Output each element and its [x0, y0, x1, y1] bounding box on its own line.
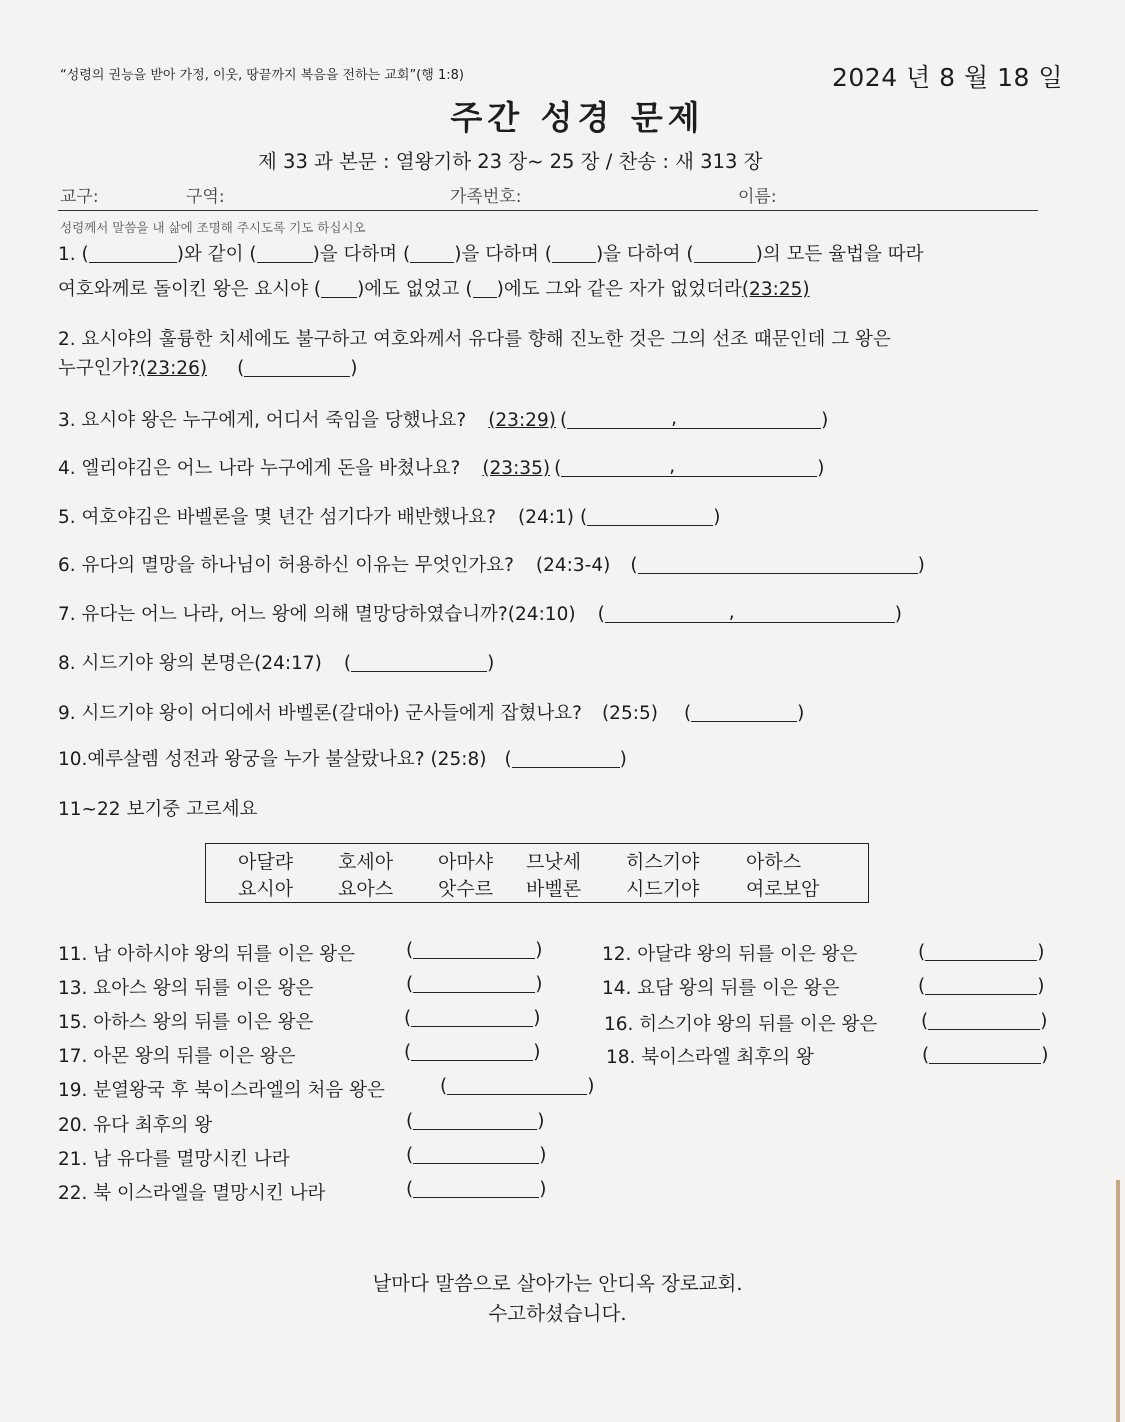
q11-answer-blank[interactable] [413, 940, 535, 959]
member-info-row [58, 182, 1038, 211]
q14-answer-blank[interactable] [925, 976, 1037, 995]
q12-answer [918, 942, 1044, 963]
q6-text: 6. 유다의 멸망을 하나님이 허용하신 이유는 무엇인가요? [58, 555, 514, 576]
q14-answer [918, 976, 1044, 997]
q7-open-paren: ( [597, 604, 605, 625]
question-8 [58, 651, 494, 677]
choices-instruction: 11~22 보기중 고르세요 [58, 799, 258, 820]
family-number-label: 가족번호: [450, 187, 522, 207]
q4-answer-blank[interactable] [561, 458, 817, 477]
q1-reference: (23:25) [741, 279, 810, 300]
close-paren: ) [539, 1145, 547, 1166]
question-22: 22. 북 이스라엘을 멸망시킨 나라 [58, 1183, 326, 1204]
q3-comma: , [671, 408, 678, 429]
q1-text-6: )의 모든 율법을 따라 [755, 244, 924, 265]
question-14: 14. 요담 왕의 뒤를 이은 왕은 [602, 978, 840, 999]
q19-answer [440, 1076, 594, 1097]
open-paren: ( [922, 1045, 930, 1066]
q4-open-paren: ( [554, 458, 562, 479]
lesson-info: 제 33 과 본문 : 열왕기하 23 장~ 25 장 / 찬송 : 새 313 장 [258, 150, 763, 173]
q22-answer [406, 1179, 546, 1200]
q10-answer-blank[interactable] [512, 749, 620, 768]
q1-text-5: )을 다하여 ( [595, 244, 694, 265]
q1-text-8: )에도 없었고 ( [357, 279, 473, 300]
paper-edge-shadow [1116, 1180, 1120, 1422]
open-paren: ( [404, 1008, 412, 1029]
question-13: 13. 요아스 왕의 뒤를 이은 왕은 [58, 978, 314, 999]
q12-answer-blank[interactable] [925, 942, 1037, 961]
choice-item: 여로보암 [746, 878, 820, 900]
close-paren: ) [1041, 1045, 1049, 1066]
open-paren: ( [406, 1111, 414, 1132]
open-paren: ( [406, 940, 414, 961]
q17-answer-blank[interactable] [411, 1042, 533, 1061]
open-paren: ( [404, 1042, 412, 1063]
footer-thanks-line: 수고하셨습니다. [488, 1302, 627, 1325]
q6-open-paren: ( [630, 555, 638, 576]
close-paren: ) [1037, 942, 1045, 963]
q5-open-paren: ( [580, 507, 588, 528]
q16-answer-blank[interactable] [928, 1011, 1040, 1030]
name-label: 이름: [738, 187, 777, 207]
q17-answer [404, 1042, 540, 1063]
q2-text: 누구인가? [58, 358, 140, 379]
q4-comma: , [669, 456, 676, 477]
q6-reference: (24:3-4) [535, 555, 611, 576]
worksheet-date: 2024 년 8 월 18 일 [832, 63, 1064, 92]
q3-open-paren: ( [559, 410, 568, 431]
q7-answer-blank[interactable] [605, 604, 895, 623]
q16-answer [921, 1011, 1047, 1032]
choice-item: 호세아 [338, 851, 394, 873]
q20-answer-blank[interactable] [413, 1111, 537, 1130]
q8-close-paren: ) [487, 653, 495, 674]
q2-close-paren: ) [350, 358, 358, 379]
q4-reference: (23:35) [482, 458, 551, 479]
question-11: 11. 남 아하시야 왕의 뒤를 이은 왕은 [58, 944, 356, 965]
question-7 [58, 602, 902, 628]
question-4 [58, 456, 825, 482]
question-15: 15. 아하스 왕의 뒤를 이은 왕은 [58, 1012, 314, 1033]
choice-item: 시드기야 [626, 878, 700, 900]
question-2: 2. 요시야의 훌륭한 치세에도 불구하고 여호와께서 유다를 향해 진노한 것은 그의 선조 때문인데 그 왕은 [58, 329, 891, 350]
q1-blank-6[interactable] [321, 279, 357, 298]
q7-text: 7. 유다는 어느 나라, 어느 왕에 의해 멸망당하였습니까?(24:10) [58, 604, 576, 625]
q9-reference: (25:5) [601, 703, 658, 724]
q13-answer [406, 974, 542, 995]
close-paren: ) [539, 1179, 547, 1200]
q5-text: 5. 여호야김은 바벨론을 몇 년간 섬기다가 배반했나요? [58, 507, 497, 528]
open-paren: ( [918, 976, 926, 997]
q15-answer-blank[interactable] [411, 1008, 533, 1027]
q3-text: 3. 요시야 왕은 누구에게, 어디서 죽임을 당했나요? [58, 410, 467, 431]
choice-item: 아마샤 [438, 851, 494, 873]
q5-answer-blank[interactable] [587, 507, 713, 526]
q2-open-paren: ( [237, 358, 245, 379]
q1-blank-4[interactable] [552, 244, 596, 263]
q4-close-paren: ) [817, 458, 825, 479]
close-paren: ) [535, 940, 543, 961]
q19-answer-blank[interactable] [447, 1076, 587, 1095]
prayer-note: 성령께서 말씀을 내 삶에 조명해 주시도록 기도 하십시오 [60, 220, 366, 235]
close-paren: ) [533, 1042, 541, 1063]
question-5 [58, 505, 720, 531]
q4-text: 4. 엘리야김은 어느 나라 누구에게 돈을 바쳤나요? [58, 458, 461, 479]
choice-item: 아하스 [746, 851, 802, 873]
district-label: 구역: [186, 187, 225, 207]
choice-item: 아달랴 [238, 851, 294, 873]
question-20: 20. 유다 최후의 왕 [58, 1115, 213, 1136]
q15-answer [404, 1008, 540, 1029]
q1-blank-2[interactable] [257, 244, 313, 263]
question-6 [58, 553, 925, 579]
open-paren: ( [406, 974, 414, 995]
question-10 [58, 747, 627, 773]
q1-text-4: )을 다하며 ( [454, 244, 552, 265]
q2-answer-blank[interactable] [244, 358, 350, 377]
question-2-line-2 [58, 356, 358, 382]
q9-answer-blank[interactable] [691, 703, 797, 722]
q5-close-paren: ) [713, 507, 721, 528]
q10-text: 10.예루살렘 성전과 왕궁을 누가 불살랐나요? (25:8) [58, 749, 487, 770]
q10-close-paren: ) [619, 749, 627, 770]
question-21: 21. 남 유다를 멸망시킨 나라 [58, 1149, 290, 1170]
choice-item: 요아스 [338, 878, 394, 900]
footer-church-line: 날마다 말씀으로 살아가는 안디옥 장로교회. [372, 1272, 743, 1295]
choice-item: 앗수르 [438, 878, 494, 900]
q1-blank-7[interactable] [473, 279, 497, 298]
close-paren: ) [533, 1008, 541, 1029]
q1-blank-5[interactable] [694, 244, 756, 263]
question-3 [58, 408, 828, 434]
q18-answer [922, 1045, 1048, 1066]
q11-answer [406, 940, 542, 961]
open-paren: ( [918, 942, 926, 963]
q7-close-paren: ) [894, 604, 902, 625]
open-paren: ( [921, 1011, 929, 1032]
q9-close-paren: ) [797, 703, 805, 724]
choice-item: 히스기야 [626, 851, 700, 873]
open-paren: ( [406, 1179, 414, 1200]
close-paren: ) [1040, 1011, 1048, 1032]
page-title: 주간 성경 문제 [450, 98, 705, 137]
question-12: 12. 아달랴 왕의 뒤를 이은 왕은 [602, 944, 858, 965]
q6-answer-blank[interactable] [638, 555, 918, 574]
question-1 [58, 242, 923, 268]
q8-answer-blank[interactable] [351, 653, 487, 672]
q3-close-paren: ) [821, 410, 829, 431]
q1-blank-1[interactable] [89, 244, 177, 263]
q7-comma: , [728, 602, 735, 623]
q1-blank-3[interactable] [410, 244, 454, 263]
q1-text-9: )에도 그와 같은 자가 없었더라 [496, 279, 742, 300]
q1-text-3: )을 다하며 ( [312, 244, 411, 265]
q1-text-7: 여호와께로 돌이킨 왕은 요시야 ( [58, 279, 322, 300]
q1-text-2: )와 같이 ( [176, 244, 257, 265]
q8-text: 8. 시드기야 왕의 본명은(24:17) [58, 653, 322, 674]
q18-answer-blank[interactable] [929, 1045, 1041, 1064]
church-motto: “성령의 권능을 받아 가정, 이웃, 땅끝까지 복음을 전하는 교회”(행 1:8) [60, 68, 464, 83]
q13-answer-blank[interactable] [413, 974, 535, 993]
q22-answer-blank[interactable] [413, 1179, 539, 1198]
choice-item: 므낫세 [526, 851, 582, 873]
open-paren: ( [406, 1145, 414, 1166]
question-17: 17. 아몬 왕의 뒤를 이은 왕은 [58, 1046, 296, 1067]
question-9 [58, 701, 804, 727]
question-18: 18. 북이스라엘 최후의 왕 [606, 1047, 814, 1068]
parish-label: 교구: [60, 187, 99, 207]
choice-item: 바벨론 [526, 878, 582, 900]
q20-answer [406, 1111, 544, 1132]
q3-reference: (23:29) [488, 410, 556, 431]
question-16: 16. 히스기야 왕의 뒤를 이은 왕은 [604, 1014, 878, 1035]
question-19: 19. 분열왕국 후 북이스라엘의 처음 왕은 [58, 1080, 385, 1101]
q9-open-paren: ( [683, 703, 692, 724]
close-paren: ) [537, 1111, 545, 1132]
close-paren: ) [535, 974, 543, 995]
q10-open-paren: ( [504, 749, 512, 770]
choice-item: 요시아 [238, 878, 294, 900]
close-paren: ) [587, 1076, 595, 1097]
choice-box [205, 843, 869, 903]
q6-close-paren: ) [917, 555, 925, 576]
q1-text-1: 1. ( [58, 244, 89, 265]
question-1-line-2 [58, 277, 810, 303]
q8-open-paren: ( [343, 653, 352, 674]
q2-reference: (23:26) [139, 358, 208, 379]
close-paren: ) [1037, 976, 1045, 997]
q3-answer-blank[interactable] [567, 410, 821, 429]
q21-answer [406, 1145, 546, 1166]
q9-text: 9. 시드기야 왕이 어디에서 바벨론(갈대아) 군사들에게 잡혔나요? [58, 703, 582, 724]
q21-answer-blank[interactable] [413, 1145, 539, 1164]
q5-reference: (24:1) [518, 507, 575, 528]
open-paren: ( [440, 1076, 448, 1097]
